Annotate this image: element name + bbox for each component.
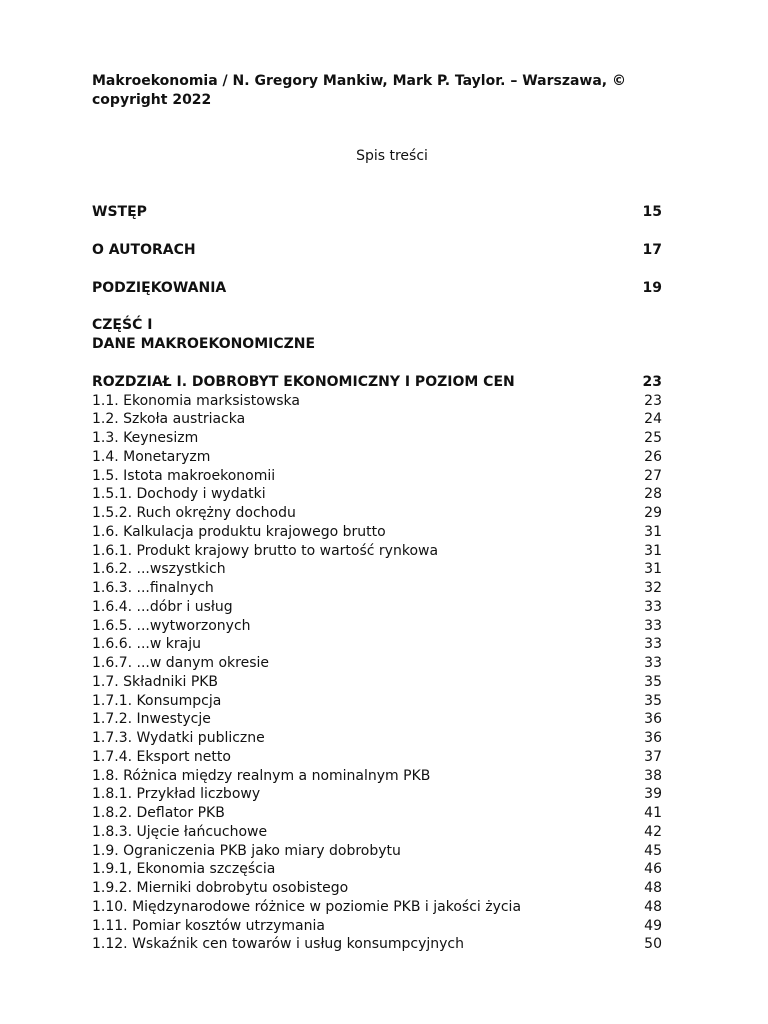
toc-entry-title: 1.8. Różnica między realnym a nominalnym PKB [92, 767, 431, 784]
header-line-1: Makroekonomia / N. Gregory Mankiw, Mark P. Taylor. – Warszawa, © [92, 73, 626, 89]
toc-entry-page: 24 [644, 411, 662, 428]
toc-entry [92, 560, 662, 579]
toc-entry-title: 1.1. Ekonomia marksistowska [92, 392, 300, 409]
toc-entry-title: 1.6.1. Produkt krajowy brutto to wartość rynkowa [92, 542, 439, 559]
toc-entry [92, 748, 662, 767]
toc-entry-page: 33 [644, 617, 662, 634]
toc-entry [92, 617, 662, 636]
toc-front-entry [92, 279, 662, 298]
toc-entry-page: 35 [644, 673, 662, 690]
toc-front-entry [92, 241, 662, 260]
toc-entry [92, 429, 662, 448]
toc-entry-title: 1.7. Składniki PKB [92, 673, 219, 690]
toc-entry-title: PODZIĘKOWANIA [92, 279, 227, 296]
toc-entry-page: 38 [644, 767, 662, 784]
toc-entry [92, 598, 662, 617]
toc-entry [92, 392, 662, 411]
toc-entry-title: 1.5.1. Dochody i wydatki [92, 486, 266, 503]
toc-entry [92, 917, 662, 936]
toc-entry-page: 46 [644, 861, 662, 878]
toc-entry-page: 33 [644, 636, 662, 653]
toc-entry-title: O AUTORACH [92, 241, 196, 258]
toc-entry [92, 767, 662, 786]
toc-entry-title: 1.12. Wskaźnik cen towarów i usług konsumpcyjnych [92, 936, 464, 953]
toc-entry-page: 41 [644, 805, 662, 821]
chapter-title: ROZDZIAŁ I. DOBROBYT EKONOMICZNY I POZIOM CEN [92, 373, 515, 390]
toc-entry [92, 654, 662, 673]
toc-entry-page: 23 [644, 392, 662, 409]
toc-entry-title: 1.6.6. ...w kraju [92, 636, 201, 653]
toc-entry-title: 1.7.3. Wydatki publiczne [92, 730, 265, 746]
toc-entry [92, 692, 662, 711]
toc-entry-title: WSTĘP [92, 204, 147, 220]
toc-entry-page: 15 [642, 204, 662, 220]
toc-entry-title: 1.6. Kalkulacja produktu krajowego brutto [92, 523, 386, 540]
toc-entry-title: 1.9.2. Mierniki dobrobytu osobistego [92, 880, 349, 896]
toc-entry-title: 1.8.2. Deflator PKB [92, 805, 225, 821]
toc-title: Spis treści [356, 148, 428, 164]
toc-entry-page: 31 [644, 523, 662, 540]
toc-entry [92, 879, 662, 898]
toc-entry-page: 27 [644, 467, 662, 484]
toc-entry [92, 860, 662, 879]
toc-entry-page: 31 [644, 561, 662, 578]
toc-entry-title: 1.7.4. Eksport netto [92, 748, 231, 765]
toc-entry-page: 28 [644, 486, 662, 503]
toc-entry [92, 710, 662, 729]
header-line-2: copyright 2022 [92, 92, 212, 108]
toc-entry-title: 1.11. Pomiar kosztów utrzymania [92, 917, 325, 934]
toc-entry [92, 823, 662, 842]
toc-entry-title: 1.5.2. Ruch okrężny dochodu [92, 505, 296, 521]
toc-entry-page: 42 [644, 823, 662, 840]
toc-entry-page: 45 [644, 842, 662, 859]
toc-entry-page: 19 [642, 279, 662, 296]
toc-entry-page: 25 [644, 430, 662, 446]
toc-entry-page: 50 [644, 936, 662, 953]
toc-entry-title: 1.3. Keynesizm [92, 430, 199, 446]
toc-entry [92, 485, 662, 504]
toc-entry [92, 542, 662, 561]
toc-entry-title: 1.7.1. Konsumpcja [92, 692, 222, 709]
toc-entry-title: 1.4. Monetaryzm [92, 448, 211, 465]
part-title: DANE MAKROEKONOMICZNE [92, 336, 316, 352]
toc-entry-title: 1.6.5. ...wytworzonych [92, 617, 251, 634]
toc-entry-title: 1.8.3. Ujęcie łańcuchowe [92, 823, 268, 840]
bibliographic-header [92, 72, 662, 110]
toc-entry-page: 32 [644, 580, 662, 596]
toc-entry [92, 579, 662, 598]
toc-entry-title: 1.2. Szkoła austriacka [92, 411, 246, 428]
toc-entry-page: 37 [644, 748, 662, 765]
toc-entry-page: 33 [644, 655, 662, 671]
toc-entries [92, 392, 662, 955]
toc-entry-title: 1.6.4. ...dóbr i usług [92, 598, 233, 615]
part-number: CZĘŚĆ I [92, 317, 153, 334]
toc-entry-title: 1.7.2. Inwestycje [92, 711, 211, 728]
part-heading [92, 316, 662, 354]
document-page [92, 72, 662, 954]
toc-entry-page: 31 [644, 542, 662, 559]
toc-entry-page: 33 [644, 598, 662, 615]
toc-entry-title: 1.5. Istota makroekonomii [92, 467, 276, 484]
toc-entry-title: 1.6.7. ...w danym okresie [92, 655, 270, 671]
toc-entry [92, 467, 662, 486]
toc-entry-page: 36 [644, 730, 662, 746]
toc-entry [92, 935, 662, 954]
toc-entry-page: 48 [644, 898, 662, 915]
toc-entry-page: 48 [644, 880, 662, 896]
toc-entry-page: 26 [644, 448, 662, 465]
toc-entry [92, 729, 662, 748]
toc-entry [92, 523, 662, 542]
toc-entry [92, 504, 662, 523]
toc-entry-page: 36 [644, 711, 662, 728]
toc-entry [92, 635, 662, 654]
toc-entry-page: 49 [644, 917, 662, 934]
toc-entry-page: 29 [644, 505, 662, 521]
toc-entry-page: 35 [644, 692, 662, 709]
toc-entry-title: 1.6.3. ...finalnych [92, 580, 214, 596]
toc-entry-title: 1.6.2. ...wszystkich [92, 561, 226, 578]
toc-entry-title: 1.8.1. Przykład liczbowy [92, 786, 261, 803]
toc-entry [92, 785, 662, 804]
toc-entry [92, 673, 662, 692]
toc-entry [92, 842, 662, 861]
toc-entry-page: 39 [644, 786, 662, 803]
toc-entry-page: 17 [642, 241, 662, 258]
toc-entry-title: 1.9. Ograniczenia PKB jako miary dobrobytu [92, 842, 401, 859]
toc-entry [92, 410, 662, 429]
chapter-heading [92, 373, 662, 392]
chapter-page: 23 [642, 373, 662, 390]
toc-entry [92, 898, 662, 917]
toc-entry-title: 1.9.1, Ekonomia szczęścia [92, 861, 276, 878]
toc-entry [92, 448, 662, 467]
toc-entry [92, 804, 662, 823]
toc-entry-title: 1.10. Międzynarodowe różnice w poziomie PKB i jakości życia [92, 898, 522, 915]
toc-front-entry [92, 203, 662, 222]
